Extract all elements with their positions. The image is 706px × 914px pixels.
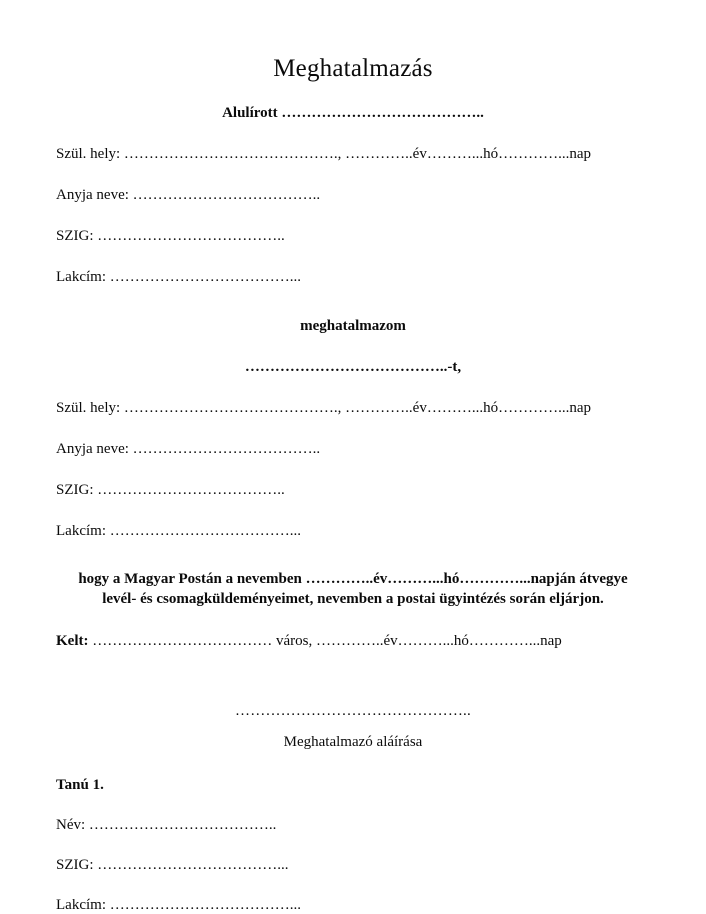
agent-mother-name-line: Anyja neve: ………………………………..	[56, 441, 321, 457]
page-title: Meghatalmazás	[273, 55, 433, 82]
signature-caption: Meghatalmazó aláírása	[283, 733, 423, 750]
authorize-object-dots: …………………………………..-t,	[244, 359, 462, 375]
date-label: Kelt:	[56, 632, 89, 649]
declaration-line-1: hogy a Magyar Postán a nevemben …………..év………...hó…………...napján átvegye levél- és	[78, 571, 628, 608]
principal-subject-line	[56, 81, 650, 122]
signature-line: ………………………………………..	[235, 702, 471, 719]
principal-address-line: Lakcím: ………………………………...	[56, 269, 301, 285]
agent-birth-place-line: Szül. hely: ……………………………………., …………..év………...hó…………...nap	[56, 400, 591, 416]
witness-1-title: Tanú 1.	[56, 776, 104, 793]
authorize-verb: meghatalmazom	[300, 318, 406, 334]
agent-id-line: SZIG: ………………………………..	[56, 482, 285, 498]
date-line	[56, 610, 650, 650]
date-value: ……………………………… város, …………..év………...hó…………...nap	[88, 632, 562, 649]
witness-1-address-line: Lakcím: ………………………………...	[56, 896, 301, 913]
witness-1-id-line: SZIG: ………………………………...	[56, 856, 289, 873]
principal-subject-dots: …………………………………..	[277, 105, 484, 121]
principal-mother-name-line: Anyja neve: ………………………………..	[56, 187, 321, 203]
witness-1-name-line: Név: ………………………………..	[56, 816, 277, 833]
principal-id-line: SZIG: ………………………………..	[56, 228, 285, 244]
agent-address-line: Lakcím: ………………………………...	[56, 523, 301, 539]
principal-birth-place-line: Szül. hely: ……………………………………., …………..év………...hó…………...nap	[56, 146, 591, 162]
declaration-paragraph	[56, 540, 650, 610]
declaration-line-2: csomagküldeményeimet, nevemben a postai ügyintézés során eljárjon.	[156, 591, 604, 608]
principal-subject-label: Alulírott	[222, 105, 278, 121]
